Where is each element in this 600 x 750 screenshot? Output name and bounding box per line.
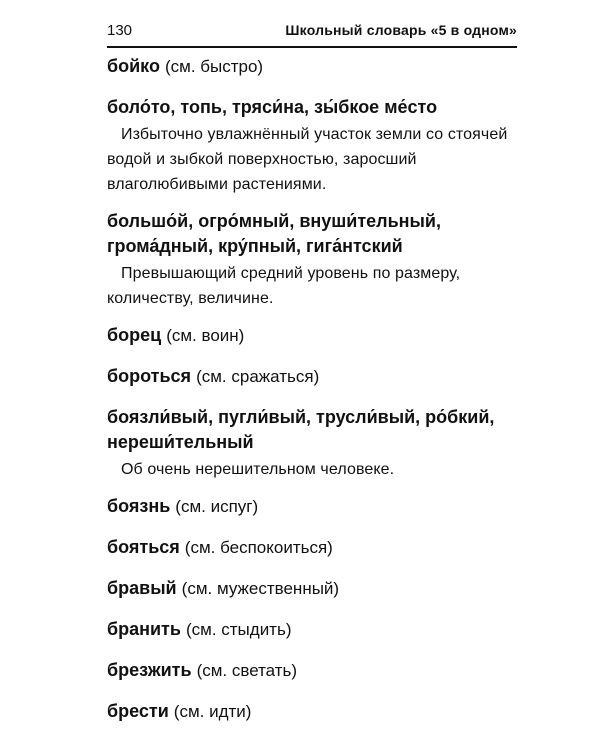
headword: бороться bbox=[107, 366, 192, 386]
entry-bravy bbox=[107, 576, 517, 601]
cross-reference: (см. испуг) bbox=[175, 497, 259, 516]
entry-boyko bbox=[107, 54, 517, 79]
headword: боязли́вый, пугли́вый, трусли́вый, ро́бкий, нереши́тельный bbox=[107, 407, 495, 452]
entry-boyazn bbox=[107, 494, 517, 519]
cross-reference: (см. стыдить) bbox=[185, 620, 292, 639]
headword: бранить bbox=[107, 619, 181, 639]
entry-bresti bbox=[107, 699, 517, 724]
page-number: 130 bbox=[107, 22, 133, 39]
cross-reference: (см. сражаться) bbox=[196, 367, 320, 386]
entry-brezzhit bbox=[107, 658, 517, 683]
entry-borets bbox=[107, 323, 517, 348]
page-header bbox=[107, 18, 517, 48]
headword: бояться bbox=[107, 537, 180, 557]
entry-boyazlivy bbox=[107, 405, 517, 482]
cross-reference: (см. светать) bbox=[196, 661, 298, 680]
headword: боязнь bbox=[107, 496, 171, 516]
cross-reference: (см. воин) bbox=[166, 326, 245, 345]
headword: боло́то, топь, тряси́на, зы́бкое ме́сто bbox=[107, 97, 438, 117]
entry-boyatsya bbox=[107, 535, 517, 560]
cross-reference: (см. идти) bbox=[173, 702, 252, 721]
entry-boloto bbox=[107, 95, 517, 197]
definition: Избыточно увлажнённый участок земли со стоячей водой и зыбкой поверхностью, заросший влаголюбивыми растениями. bbox=[107, 126, 508, 193]
definition: Об очень нерешительном человеке. bbox=[121, 461, 395, 478]
entry-branit bbox=[107, 617, 517, 642]
entry-borotsya bbox=[107, 364, 517, 389]
cross-reference: (см. мужественный) bbox=[181, 579, 340, 598]
headword: бравый bbox=[107, 578, 177, 598]
headword: бойко bbox=[107, 56, 160, 76]
cross-reference: (см. быстро) bbox=[164, 57, 264, 76]
cross-reference: (см. беспокоиться) bbox=[184, 538, 333, 557]
definition: Превышающий средний уровень по размеру, количеству, величине. bbox=[107, 265, 461, 307]
headword: брести bbox=[107, 701, 169, 721]
dictionary-entries bbox=[107, 54, 517, 724]
headword: брезжить bbox=[107, 660, 192, 680]
running-title: Школьный словарь «5 в одном» bbox=[285, 22, 517, 38]
headword: борец bbox=[107, 325, 162, 345]
entry-bolshoy bbox=[107, 209, 517, 311]
headword: большо́й, огро́мный, внуши́тельный, грома́дный, кру́пный, гига́нтский bbox=[107, 211, 441, 256]
